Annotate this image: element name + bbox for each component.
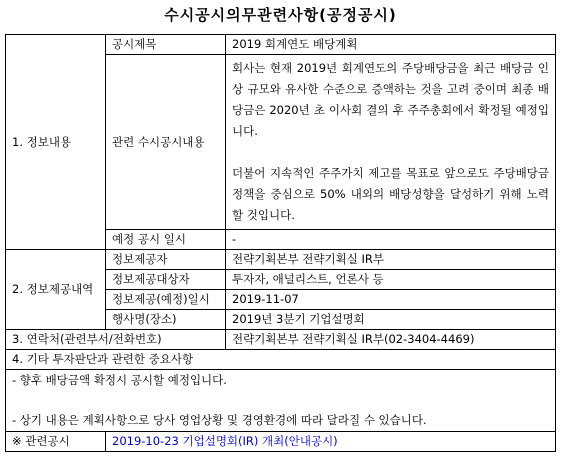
subject-value: 2019 회계연도 배당계획 xyxy=(226,35,556,55)
schedule-date-value: - xyxy=(226,230,556,250)
provider-value: 전략기획본부 전략기획실 IR부 xyxy=(226,250,556,270)
content-paragraph-2: 더불어 지속적인 주주가치 제고를 목표로 앞으로도 주당배당금 정책을 중심으로 50% 내외의 배당성향을 달성하기 위해 노력할 것입니다. xyxy=(232,166,549,222)
event-label: 행사명(장소) xyxy=(106,310,226,330)
other-note-1: - 향후 배당금액 확정시 공시할 예정입니다. xyxy=(12,373,227,387)
content-paragraph-1: 회사는 현재 2019년 회계연도의 주당배당금을 최근 배당금 인상 규모와 유사한 수준으로 증액하는 것을 고려 중이며 최종 배당금은 2020년 초 이사회 결의 후 주주총회에서 확정될 예정입니다. xyxy=(232,61,549,138)
other-label: 4. 기타 투자판단과 관련한 중요사항 xyxy=(6,350,556,370)
other-note-2: - 상기 내용은 계획사항으로 당사 영업상황 및 경영환경에 따라 달라질 수 있습니다. xyxy=(12,413,427,427)
section-provider-label: 2. 정보제공내역 xyxy=(6,250,106,330)
related-disclosure-link[interactable]: 2019-10-23 기업설명회(IR) 개최(안내공시) xyxy=(106,432,556,452)
subject-label: 공시제목 xyxy=(106,35,226,55)
schedule-date-label: 예정 공시 일시 xyxy=(106,230,226,250)
event-value: 2019년 3분기 기업설명회 xyxy=(226,310,556,330)
target-label: 정보제공대상자 xyxy=(106,270,226,290)
related-label: ※ 관련공시 xyxy=(6,432,106,452)
contact-label: 3. 연락처(관련부서/전화번호) xyxy=(6,330,226,350)
provider-label: 정보제공자 xyxy=(106,250,226,270)
disclosure-table xyxy=(5,34,556,452)
content-label: 관련 수시공시내용 xyxy=(106,55,226,230)
contact-value: 전략기획본부 전략기획실 IR부(02-3404-4469) xyxy=(226,330,556,350)
content-cell xyxy=(226,55,556,230)
section-info-label: 1. 정보내용 xyxy=(6,35,106,250)
provide-date-value: 2019-11-07 xyxy=(226,290,556,310)
provide-date-label: 정보제공(예정)일시 xyxy=(106,290,226,310)
other-notes-cell xyxy=(6,370,556,432)
page-title: 수시공시의무관련사항(공정공시) xyxy=(164,6,397,24)
target-value: 투자자, 애널리스트, 언론사 등 xyxy=(226,270,556,290)
